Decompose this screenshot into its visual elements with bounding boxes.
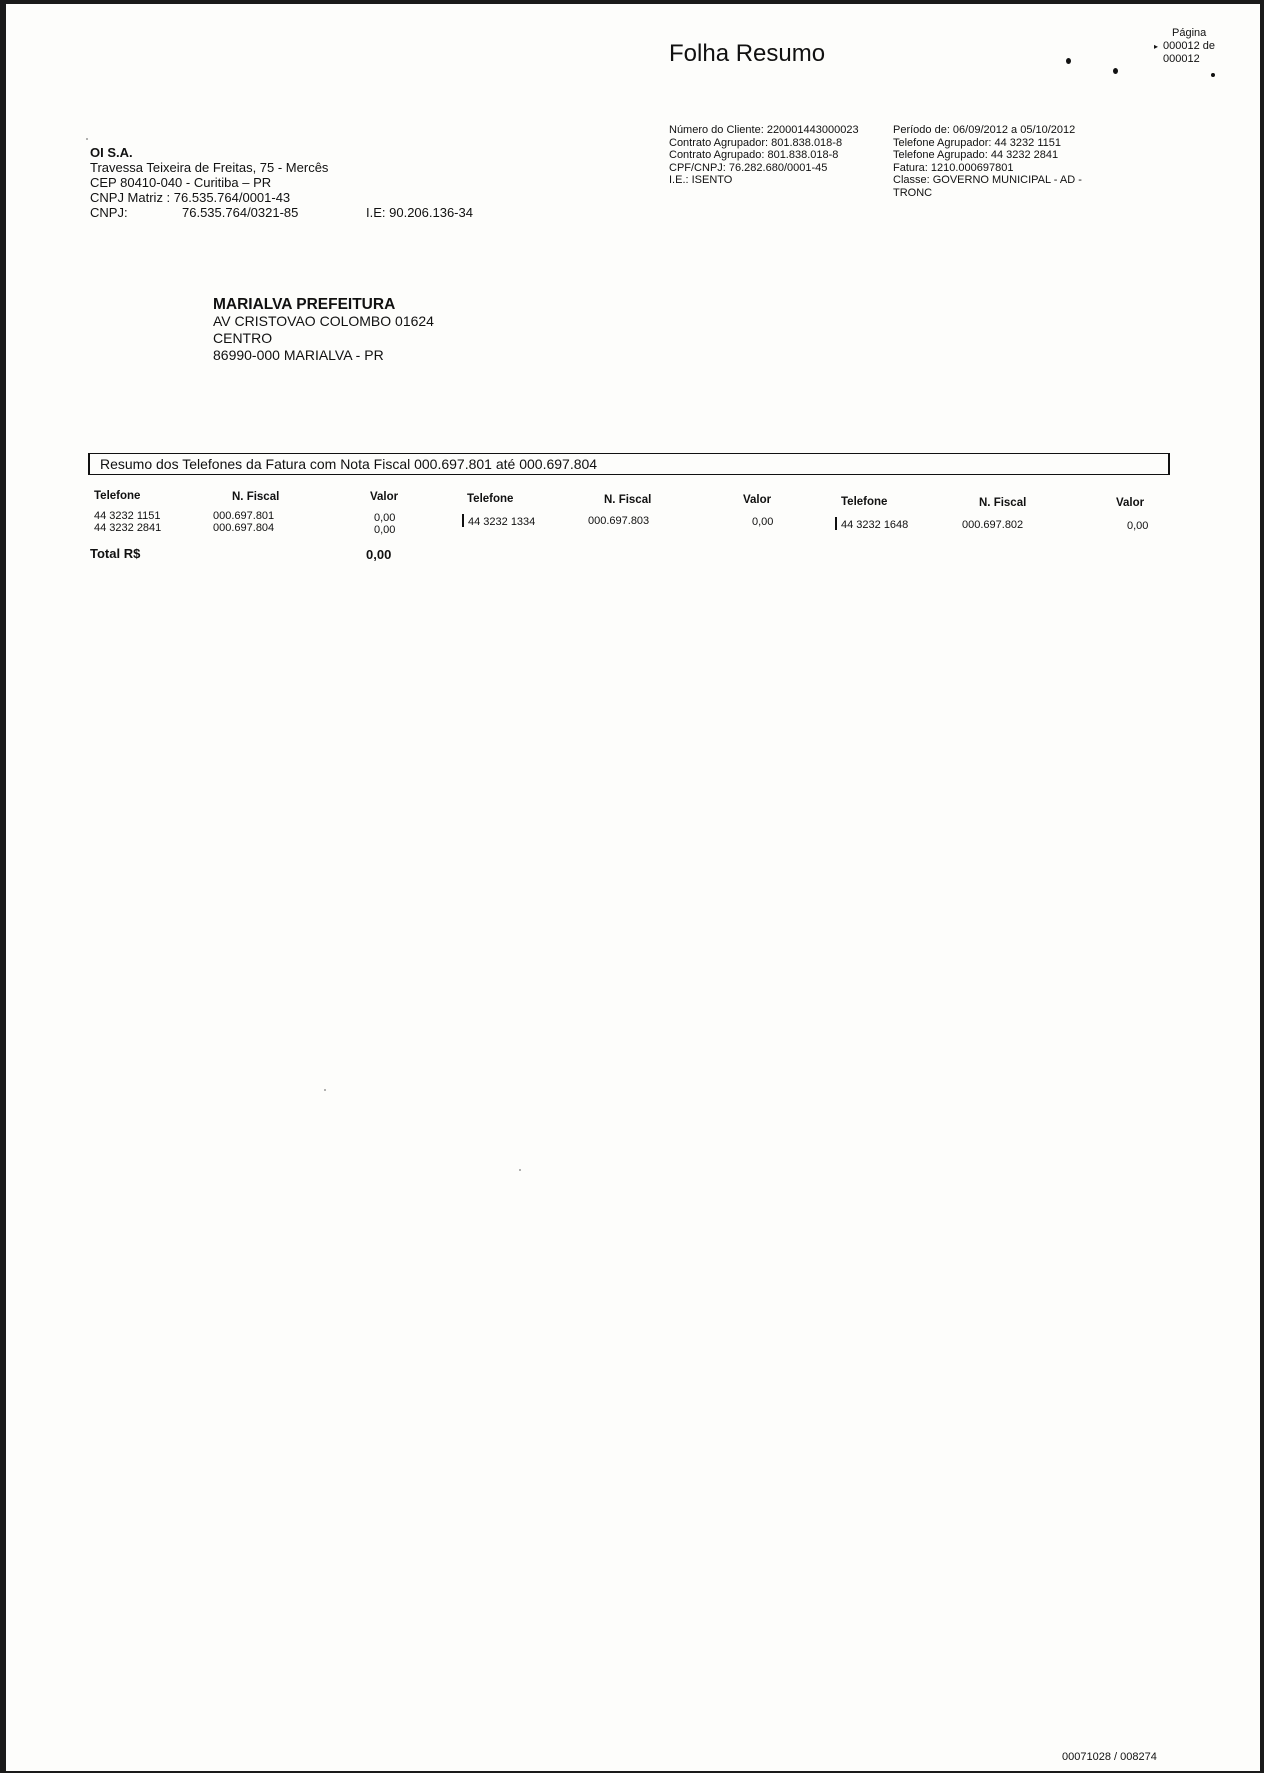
invoice-page [6,4,1260,1771]
value-amount: 0,00 [1127,520,1149,532]
recipient-city: 86990-000 MARIALVA - PR [213,347,384,363]
table-row [462,514,535,528]
header-telefone: Telefone [841,496,888,508]
table-row [835,517,908,531]
scan-speck [324,1089,326,1091]
recipient-district: CENTRO [213,330,273,346]
total-value: 0,00 [366,547,392,562]
scan-mark-dot [1211,73,1215,77]
header-valor: Valor [743,494,772,506]
table-row [213,510,274,534]
page-current: ▸ 000012 de [1154,40,1216,52]
nfiscal-number: 000.697.803 [588,515,650,527]
nfiscal-number: 000.697.801 [213,510,275,522]
table-row [374,512,395,536]
cnpj-label: CNPJ: [90,205,128,220]
value-amount: 0,00 [752,516,774,528]
summary-title-box [88,453,1170,475]
value-amount: 0,00 [374,512,396,524]
phone-number: 44 3232 1334 [468,516,536,528]
phone-number: 44 3232 1648 [841,519,909,531]
scan-speck [519,1169,521,1171]
contract-grouper: Contrato Agrupador: 801.838.018-8 [669,136,843,149]
phone-grouped: Telefone Agrupado: 44 3232 2841 [893,149,1059,161]
company-address: Travessa Teixeira de Freitas, 75 - Mercês [90,160,329,175]
scan-speck [86,138,88,140]
page-total: 000012 [1163,53,1200,65]
summary-title: Resumo dos Telefones da Fatura com Nota Fiscal 000.697.801 até 000.697.804 [100,456,598,472]
client-info-right [893,124,1082,199]
footer-code: 00071028 / 008274 [1062,1751,1157,1763]
scan-mark-dot [1113,68,1118,74]
phone-number: 44 3232 1151 [94,510,161,522]
header-telefone: Telefone [94,490,141,502]
cpf-cnpj: CPF/CNPJ: 76.282.680/0001-45 [669,161,828,174]
recipient-street: AV CRISTOVAO COLOMBO 01624 [213,313,434,329]
header-valor: Valor [370,491,399,503]
client-number: Número do Cliente: 220001443000023 [669,124,859,136]
recipient-name: MARIALVA PREFEITURA [213,296,396,313]
recipient-block [213,296,434,364]
client-class: Classe: GOVERNO MUNICIPAL - AD - [893,174,1082,186]
value-amount: 0,00 [374,524,396,536]
cnpj-value: 76.535.764/0321-85 [182,205,299,220]
total-label: Total R$ [90,546,141,561]
nfiscal-number: 000.697.802 [962,519,1024,531]
page-number-box [1154,27,1215,66]
header-valor: Valor [1116,497,1145,509]
nfiscal-number: 000.697.804 [213,522,275,534]
header-nfiscal: N. Fiscal [232,491,280,503]
header-telefone: Telefone [467,493,514,505]
company-ie: I.E: 90.206.136-34 [366,205,473,220]
client-info-left [669,124,859,187]
company-cnpj-row [90,205,473,220]
company-cnpj-matriz: CNPJ Matriz : 76.535.764/0001-43 [90,190,291,205]
page-title: Folha Resumo [669,40,826,67]
header-nfiscal: N. Fiscal [604,494,652,506]
scan-mark-dot [1066,58,1071,64]
company-block [90,145,473,220]
company-name: OI S.A. [90,145,133,160]
invoice-number: Fatura: 1210.000697801 [893,161,1014,174]
phone-number: 44 3232 2841 [94,522,162,534]
state-registration: I.E.: ISENTO [669,174,733,186]
column-separator [835,517,837,530]
column-separator [462,514,464,527]
table-row [94,510,161,534]
header-nfiscal: N. Fiscal [979,497,1027,509]
company-cep: CEP 80410-040 - Curitiba – PR [90,175,272,190]
page-label: Página [1172,27,1207,39]
billing-period: Período de: 06/09/2012 a 05/10/2012 [893,124,1076,136]
client-class-cont: TRONC [893,186,933,199]
phone-grouper: Telefone Agrupador: 44 3232 1151 [893,136,1061,149]
contract-grouped: Contrato Agrupado: 801.838.018-8 [669,149,839,161]
